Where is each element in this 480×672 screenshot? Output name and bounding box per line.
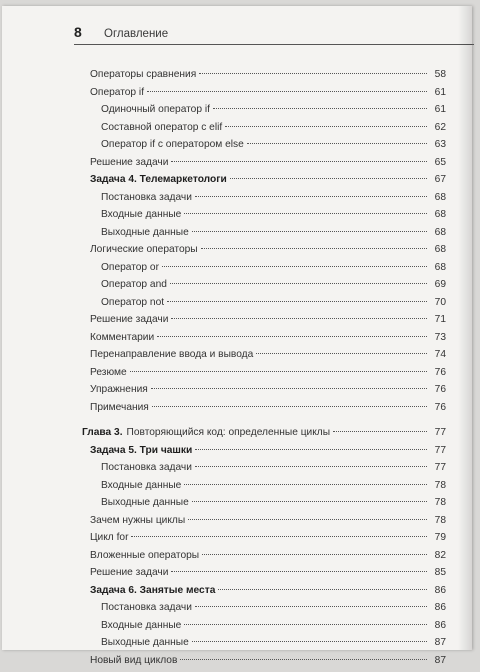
page-number: 8 bbox=[74, 24, 104, 40]
toc-entry-title: Задача 5. Три чашки bbox=[90, 445, 192, 456]
toc-entry-page: 78 bbox=[430, 515, 446, 526]
dot-leader bbox=[130, 371, 427, 372]
dot-leader bbox=[171, 161, 427, 162]
toc-entry[interactable] bbox=[82, 122, 446, 140]
toc-entry-title: Повторяющийся код: определенные циклы bbox=[127, 427, 331, 438]
toc-entry-title: Одиночный оператор if bbox=[101, 104, 210, 115]
dot-leader bbox=[230, 178, 427, 179]
toc-entry[interactable] bbox=[82, 192, 446, 210]
toc-entry-page: 85 bbox=[430, 567, 446, 578]
toc-entry[interactable] bbox=[82, 104, 446, 122]
toc-entry-title: Постановка задачи bbox=[101, 192, 192, 203]
toc-entry-title: Цикл for bbox=[90, 532, 128, 543]
toc-entry[interactable] bbox=[82, 227, 446, 245]
toc-entry-title: Задача 6. Занятые места bbox=[90, 585, 215, 596]
toc-entry[interactable] bbox=[82, 602, 446, 620]
toc-entry[interactable] bbox=[82, 585, 446, 603]
toc-entry-page: 65 bbox=[430, 157, 446, 168]
dot-leader bbox=[218, 589, 427, 590]
toc-entry-page: 62 bbox=[430, 122, 446, 133]
toc-entry-page: 76 bbox=[430, 367, 446, 378]
toc-entry-page: 79 bbox=[430, 532, 446, 543]
dot-leader bbox=[147, 91, 427, 92]
book-page bbox=[2, 6, 472, 650]
dot-leader bbox=[188, 519, 427, 520]
toc-entry[interactable] bbox=[82, 620, 446, 638]
dot-leader bbox=[199, 73, 427, 74]
dot-leader bbox=[170, 283, 427, 284]
toc-entry[interactable] bbox=[82, 174, 446, 192]
dot-leader bbox=[157, 336, 427, 337]
toc-entry-title: Решение задачи bbox=[90, 567, 168, 578]
dot-leader bbox=[184, 213, 427, 214]
toc-entry-title: Оператор if с оператором else bbox=[101, 139, 244, 150]
toc-entry-page: 70 bbox=[430, 297, 446, 308]
dot-leader bbox=[256, 353, 427, 354]
dot-leader bbox=[247, 143, 427, 144]
dot-leader bbox=[195, 466, 427, 467]
dot-leader bbox=[225, 126, 427, 127]
toc-entry-title: Новый вид циклов bbox=[90, 655, 177, 666]
dot-leader bbox=[151, 388, 427, 389]
toc-entry[interactable] bbox=[82, 314, 446, 332]
dot-leader bbox=[184, 484, 427, 485]
toc-entry[interactable] bbox=[82, 655, 446, 672]
toc-entry-page: 71 bbox=[430, 314, 446, 325]
toc-entry[interactable] bbox=[82, 279, 446, 297]
toc-entry-title: Входные данные bbox=[101, 209, 181, 220]
toc-entry-title: Оператор or bbox=[101, 262, 159, 273]
toc-entry[interactable] bbox=[82, 637, 446, 655]
toc-entry[interactable] bbox=[82, 532, 446, 550]
toc-entry-page: 76 bbox=[430, 384, 446, 395]
toc-entry-title: Входные данные bbox=[101, 620, 181, 631]
dot-leader bbox=[192, 641, 427, 642]
toc-entry-page: 68 bbox=[430, 244, 446, 255]
toc-entry[interactable] bbox=[82, 244, 446, 262]
toc-entry-page: 86 bbox=[430, 602, 446, 613]
toc-entry-page: 77 bbox=[430, 427, 446, 438]
dot-leader bbox=[202, 554, 427, 555]
toc-entry-title: Резюме bbox=[90, 367, 127, 378]
dot-leader bbox=[213, 108, 427, 109]
toc-chapter-entry[interactable] bbox=[82, 427, 446, 445]
toc-entry-page: 74 bbox=[430, 349, 446, 360]
toc-entry-title: Постановка задачи bbox=[101, 602, 192, 613]
toc-entry-title: Оператор if bbox=[90, 87, 144, 98]
dot-leader bbox=[167, 301, 427, 302]
toc-entry-page: 78 bbox=[430, 480, 446, 491]
toc-entry[interactable] bbox=[82, 384, 446, 402]
toc-entry[interactable] bbox=[82, 349, 446, 367]
running-title: Оглавление bbox=[104, 28, 168, 40]
toc-entry-title: Упражнения bbox=[90, 384, 148, 395]
dot-leader bbox=[192, 231, 427, 232]
toc-entry-page: 82 bbox=[430, 550, 446, 561]
toc-entry-page: 67 bbox=[430, 174, 446, 185]
toc-entry-page: 87 bbox=[430, 637, 446, 648]
dot-leader bbox=[195, 606, 427, 607]
toc-entry-page: 86 bbox=[430, 585, 446, 596]
dot-leader bbox=[131, 536, 427, 537]
dot-leader bbox=[184, 624, 427, 625]
header-rule bbox=[74, 44, 474, 45]
toc-entry-title: Комментарии bbox=[90, 332, 154, 343]
toc-entry-title: Перенаправление ввода и вывода bbox=[90, 349, 253, 360]
toc-entry-page: 61 bbox=[430, 87, 446, 98]
toc-chapter-label: Глава 3. bbox=[82, 427, 123, 438]
toc-entry-title: Выходные данные bbox=[101, 497, 189, 508]
dot-leader bbox=[201, 248, 427, 249]
toc-entry[interactable] bbox=[82, 497, 446, 515]
toc-entry-page: 68 bbox=[430, 209, 446, 220]
toc-entry[interactable] bbox=[82, 550, 446, 568]
toc-entry-page: 87 bbox=[430, 655, 446, 666]
dot-leader bbox=[171, 571, 427, 572]
toc-entry[interactable] bbox=[82, 157, 446, 175]
toc-entry[interactable] bbox=[82, 332, 446, 350]
toc-entry-title: Выходные данные bbox=[101, 227, 189, 238]
toc-entry-page: 77 bbox=[430, 462, 446, 473]
dot-leader bbox=[333, 431, 427, 432]
toc-entry-title: Примечания bbox=[90, 402, 149, 413]
toc-entry[interactable] bbox=[82, 462, 446, 480]
toc-entry-page: 63 bbox=[430, 139, 446, 150]
toc-entry-title: Логические операторы bbox=[90, 244, 198, 255]
toc-entry-page: 68 bbox=[430, 262, 446, 273]
toc-entry[interactable] bbox=[82, 297, 446, 315]
toc-entry[interactable] bbox=[82, 87, 446, 105]
dot-leader bbox=[162, 266, 427, 267]
toc-entry-page: 68 bbox=[430, 192, 446, 203]
running-head bbox=[74, 24, 454, 46]
toc-entry[interactable] bbox=[82, 445, 446, 463]
toc-entry-title: Оператор not bbox=[101, 297, 164, 308]
toc-entry-page: 68 bbox=[430, 227, 446, 238]
toc-entry-title: Операторы сравнения bbox=[90, 69, 196, 80]
toc-entry-page: 76 bbox=[430, 402, 446, 413]
toc-entry-page: 61 bbox=[430, 104, 446, 115]
dot-leader bbox=[180, 659, 427, 660]
toc-entry[interactable] bbox=[82, 367, 446, 385]
toc-entry[interactable] bbox=[82, 139, 446, 157]
toc-entry[interactable] bbox=[82, 69, 446, 87]
toc-entry-title: Решение задачи bbox=[90, 157, 168, 168]
toc-entry-title: Задача 4. Телемаркетологи bbox=[90, 174, 227, 185]
toc-entry[interactable] bbox=[82, 567, 446, 585]
dot-leader bbox=[195, 449, 427, 450]
table-of-contents bbox=[82, 69, 446, 672]
toc-entry-title: Составной оператор с elif bbox=[101, 122, 222, 133]
toc-entry-page: 69 bbox=[430, 279, 446, 290]
toc-entry-title: Постановка задачи bbox=[101, 462, 192, 473]
toc-entry[interactable] bbox=[82, 480, 446, 498]
toc-entry-page: 73 bbox=[430, 332, 446, 343]
dot-leader bbox=[152, 406, 427, 407]
toc-entry-title: Выходные данные bbox=[101, 637, 189, 648]
toc-entry-title: Вложенные операторы bbox=[90, 550, 199, 561]
toc-entry[interactable] bbox=[82, 515, 446, 533]
toc-entry-page: 86 bbox=[430, 620, 446, 631]
dot-leader bbox=[192, 501, 427, 502]
toc-entry-page: 77 bbox=[430, 445, 446, 456]
toc-entry-title: Зачем нужны циклы bbox=[90, 515, 185, 526]
toc-entry[interactable] bbox=[82, 402, 446, 420]
toc-entry-title: Входные данные bbox=[101, 480, 181, 491]
toc-entry-page: 78 bbox=[430, 497, 446, 508]
toc-entry-title: Решение задачи bbox=[90, 314, 168, 325]
toc-entry-page: 58 bbox=[430, 69, 446, 80]
toc-entry[interactable] bbox=[82, 262, 446, 280]
toc-entry[interactable] bbox=[82, 209, 446, 227]
toc-entry-title: Оператор and bbox=[101, 279, 167, 290]
dot-leader bbox=[171, 318, 427, 319]
dot-leader bbox=[195, 196, 427, 197]
